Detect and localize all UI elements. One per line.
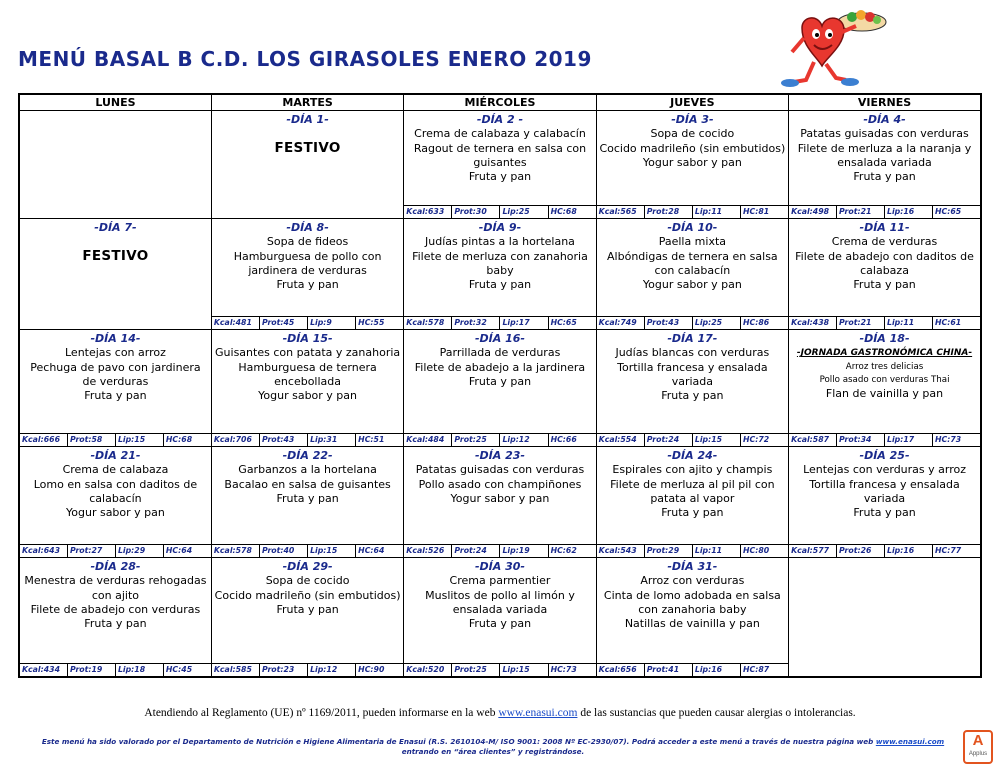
dish-item: Cinta de lomo adobada en salsa con zanahoria baby xyxy=(603,588,781,616)
nutrition-info xyxy=(20,663,211,676)
applus-logo-symbol: A xyxy=(972,732,984,749)
dish-item: Lentejas con verduras y arroz xyxy=(803,463,966,477)
day-cell xyxy=(596,111,788,219)
day-label: -DÍA 4- xyxy=(863,113,906,126)
nutrition-footer xyxy=(28,737,958,757)
dish-item: Fruta y pan xyxy=(276,602,339,616)
dish-item: Filete de abadejo a la jardinera xyxy=(414,360,586,374)
weekly-menu-table xyxy=(18,93,982,678)
dish-item: Arroz con verduras xyxy=(640,574,745,588)
day-cell xyxy=(211,330,403,447)
dish-item: Fruta y pan xyxy=(853,170,916,184)
nutrition-info xyxy=(20,544,211,557)
protein-value: Prot:24 xyxy=(452,545,500,557)
dish-item: Filete de abadejo con verduras xyxy=(30,602,201,616)
header-miercoles: MIÉRCOLES xyxy=(404,94,596,111)
lipid-value: Lip:31 xyxy=(308,434,356,446)
protein-value: Prot:21 xyxy=(837,206,885,218)
carbs-value: HC:73 xyxy=(935,435,962,444)
day-label: -DÍA 15- xyxy=(282,332,333,345)
dish-item: Fruta y pan xyxy=(84,389,147,403)
nutrition-info xyxy=(597,544,788,557)
day-cell xyxy=(596,447,788,558)
nutrition-info xyxy=(597,663,788,676)
carbs-value: HC:64 xyxy=(165,546,193,555)
dish-item: Lomo en salsa con daditos de calabacín xyxy=(33,477,198,505)
kcal-value: Kcal:481 xyxy=(212,317,260,329)
dish-item: Crema de calabaza xyxy=(62,463,169,477)
protein-value: Prot:26 xyxy=(837,545,885,557)
kcal-value: Kcal:666 xyxy=(20,434,68,446)
protein-value: Prot:32 xyxy=(452,317,500,329)
day-label: -DÍA 18- xyxy=(859,332,910,345)
protein-value: Prot:43 xyxy=(645,317,693,329)
carbs-value: HC:80 xyxy=(742,546,770,555)
dish-item: Fruta y pan xyxy=(468,374,532,388)
dish-item: Pechuga de pavo con jardinera de verduras xyxy=(30,360,201,388)
day-cell xyxy=(404,447,596,558)
carbs-value: HC:90 xyxy=(358,665,385,674)
festivo-label: FESTIVO xyxy=(82,248,149,265)
day-label: -DÍA 11- xyxy=(859,221,910,234)
lipid-value: Lip:15 xyxy=(693,434,741,446)
dish-item: Hamburguesa de pollo con jardinera de verduras xyxy=(233,249,382,277)
carbs-value: HC:77 xyxy=(935,546,962,555)
lipid-value: Lip:17 xyxy=(885,434,933,446)
footer-text-end: entrando en “área clientes” y registrándose. xyxy=(401,747,585,756)
carbs-value: HC:45 xyxy=(165,665,193,674)
dish-item: Fruta y pan xyxy=(661,506,724,520)
day-cell xyxy=(596,330,788,447)
dish-item: Albóndigas de ternera en salsa con calabacín xyxy=(607,249,778,277)
day-cell xyxy=(19,558,211,678)
lipid-value: Lip:15 xyxy=(116,434,164,446)
lipid-value: Lip:18 xyxy=(116,664,164,676)
day-label: -DÍA 10- xyxy=(667,221,718,234)
protein-value: Prot:43 xyxy=(260,434,308,446)
lipid-value: Lip:25 xyxy=(693,317,741,329)
day-cell xyxy=(596,558,788,678)
kcal-value: Kcal:585 xyxy=(212,664,260,676)
week-row xyxy=(19,111,981,219)
day-label: -DÍA 31- xyxy=(667,560,718,573)
dish-item: Flan de vainilla y pan xyxy=(825,386,944,400)
footer-text: Este menú ha sido valorado por el Departamento de Nutrición e Higiene Alimentaria de Enasui (R.S. 2610104-M/ ISO 9001: 2008 Nº EC-2930/07). Podrá acceder a este menú a través de nuestra página web xyxy=(41,737,876,746)
dish-item: Judías pintas a la hortelana xyxy=(425,235,575,249)
applus-logo-label: Applus xyxy=(968,751,988,757)
kcal-value: Kcal:578 xyxy=(212,545,260,557)
dish-item: Paella mixta xyxy=(658,235,727,249)
dish-item: Fruta y pan xyxy=(853,506,916,520)
special-event-label: -JORNADA GASTRONÓMICA CHINA- xyxy=(796,348,973,359)
header-martes: MARTES xyxy=(211,94,403,111)
kcal-value: Kcal:484 xyxy=(404,434,452,446)
dish-item: Espirales con ajito y champis xyxy=(612,463,773,477)
kcal-value: Kcal:578 xyxy=(404,317,452,329)
day-cell xyxy=(211,558,403,678)
nutrition-info xyxy=(597,316,788,329)
carbs-value: HC:86 xyxy=(742,318,770,327)
dish-item: Garbanzos a la hortelana xyxy=(238,463,377,477)
lipid-value: Lip:16 xyxy=(693,664,741,676)
carbs-value: HC:65 xyxy=(550,318,577,327)
carbs-value: HC:65 xyxy=(935,207,962,216)
carbs-value: HC:68 xyxy=(165,435,193,444)
lipid-value: Lip:12 xyxy=(500,434,548,446)
kcal-value: Kcal:498 xyxy=(789,206,837,218)
day-cell xyxy=(211,447,403,558)
day-cell xyxy=(211,111,403,219)
dish-item: Muslitos de pollo al limón y ensalada variada xyxy=(425,588,575,616)
kcal-value: Kcal:749 xyxy=(597,317,645,329)
dish-item: Sopa de cocido xyxy=(265,574,350,588)
carbs-value: HC:51 xyxy=(358,435,385,444)
dish-item: Patatas guisadas con verduras xyxy=(415,463,585,477)
kcal-value: Kcal:520 xyxy=(404,664,452,676)
nutrition-info xyxy=(404,205,595,218)
protein-value: Prot:30 xyxy=(452,206,500,218)
week-row xyxy=(19,447,981,558)
protein-value: Prot:21 xyxy=(837,317,885,329)
dish-item: Crema parmentier xyxy=(449,574,551,588)
dish-item: Judías blancas con verduras xyxy=(615,346,770,360)
kcal-value: Kcal:526 xyxy=(404,545,452,557)
carbs-value: HC:66 xyxy=(550,435,577,444)
protein-value: Prot:24 xyxy=(645,434,693,446)
dish-item: Arroz tres delicias xyxy=(845,361,924,372)
protein-value: Prot:40 xyxy=(260,545,308,557)
dish-item: Pollo asado con champiñones xyxy=(418,477,582,491)
carbs-value: HC:68 xyxy=(550,207,577,216)
dish-item: Sopa de cocido xyxy=(650,127,735,141)
allergen-note-link[interactable]: www.enasui.com xyxy=(498,707,578,719)
lipid-value: Lip:16 xyxy=(885,545,933,557)
day-label: -DÍA 16- xyxy=(474,332,525,345)
day-label: -DÍA 25- xyxy=(859,449,910,462)
dish-item: Bacalao en salsa de guisantes xyxy=(224,477,391,491)
carbs-value: HC:55 xyxy=(358,318,385,327)
allergen-note-text-end: de las sustancias que pueden causar alergias o intolerancias. xyxy=(577,707,856,719)
carbs-value: HC:62 xyxy=(550,546,577,555)
nutrition-info xyxy=(597,433,788,446)
header-viernes: VIERNES xyxy=(789,94,981,111)
dish-item: Crema de verduras xyxy=(831,235,938,249)
dish-item: Fruta y pan xyxy=(276,491,339,505)
day-cell xyxy=(404,111,596,219)
kcal-value: Kcal:643 xyxy=(20,545,68,557)
day-cell xyxy=(596,219,788,330)
day-cell xyxy=(789,219,981,330)
lipid-value: Lip:17 xyxy=(500,317,548,329)
dish-item: Lentejas con arroz xyxy=(65,346,166,360)
carbs-value: HC:64 xyxy=(358,546,385,555)
dish-item: Fruta y pan xyxy=(468,170,532,184)
footer-link[interactable]: www.enasui.com xyxy=(875,737,945,746)
carbs-value: HC:87 xyxy=(742,665,770,674)
dish-item: Filete de abadejo con daditos de calabaza xyxy=(795,249,974,277)
day-cell xyxy=(19,330,211,447)
dish-item: Yogur sabor y pan xyxy=(642,155,742,169)
nutrition-info xyxy=(212,433,403,446)
lipid-value: Lip:12 xyxy=(308,664,356,676)
kcal-value: Kcal:554 xyxy=(597,434,645,446)
dish-item: Cocido madrileño (sin embutidos) xyxy=(214,588,401,602)
kcal-value: Kcal:656 xyxy=(597,664,645,676)
day-cell xyxy=(404,330,596,447)
carbs-value: HC:73 xyxy=(550,665,577,674)
protein-value: Prot:41 xyxy=(645,664,693,676)
dish-item: Fruta y pan xyxy=(661,389,724,403)
day-cell xyxy=(789,330,981,447)
day-label: -DÍA 8- xyxy=(286,221,329,234)
day-label: -DÍA 23- xyxy=(474,449,525,462)
dish-item: Filete de merluza con zanahoria baby xyxy=(412,249,588,277)
header-lunes: LUNES xyxy=(19,94,211,111)
protein-value: Prot:45 xyxy=(260,317,308,329)
day-label: -DÍA 3- xyxy=(671,113,714,126)
nutrition-info xyxy=(212,544,403,557)
day-cell xyxy=(404,558,596,678)
day-cell xyxy=(404,219,596,330)
day-label: -DÍA 14- xyxy=(90,332,141,345)
kcal-value: Kcal:577 xyxy=(789,545,837,557)
lipid-value: Lip:11 xyxy=(693,545,741,557)
protein-value: Prot:58 xyxy=(68,434,116,446)
dish-item: Hamburguesa de ternera encebollada xyxy=(238,360,377,388)
nutrition-info xyxy=(597,205,788,218)
dish-item: Yogur sabor y pan xyxy=(450,491,550,505)
lipid-value: Lip:11 xyxy=(885,317,933,329)
protein-value: Prot:19 xyxy=(68,664,116,676)
festivo-label: FESTIVO xyxy=(274,140,341,157)
nutrition-info xyxy=(789,544,980,557)
dish-item: Fruta y pan xyxy=(468,617,532,631)
applus-logo xyxy=(963,730,993,764)
dish-item: Filete de merluza a la naranja y ensalada variada xyxy=(797,141,972,169)
day-label: -DÍA 21- xyxy=(90,449,141,462)
dish-item: Cocido madrileño (sin embutidos) xyxy=(599,141,786,155)
dish-item: Tortilla francesa y ensalada variada xyxy=(809,477,960,505)
kcal-value: Kcal:434 xyxy=(20,664,68,676)
lipid-value: Lip:9 xyxy=(308,317,356,329)
lipid-value: Lip:15 xyxy=(308,545,356,557)
protein-value: Prot:29 xyxy=(645,545,693,557)
weekday-header-row xyxy=(19,94,981,111)
dish-item: Pollo asado con verduras Thai xyxy=(819,374,950,385)
header-jueves: JUEVES xyxy=(596,94,788,111)
week-row xyxy=(19,219,981,330)
day-label: -DÍA 9- xyxy=(478,221,522,234)
allergen-note-text: Atendiendo al Reglamento (UE) nº 1169/2011, pueden informarse en la web xyxy=(144,707,499,719)
day-label: -DÍA 1- xyxy=(286,113,329,126)
kcal-value: Kcal:633 xyxy=(404,206,452,218)
kcal-value: Kcal:706 xyxy=(212,434,260,446)
day-cell xyxy=(211,219,403,330)
lipid-value: Lip:16 xyxy=(885,206,933,218)
day-cell xyxy=(19,447,211,558)
nutrition-info xyxy=(404,544,595,557)
dish-item: Yogur sabor y pan xyxy=(258,389,358,403)
dish-item: Yogur sabor y pan xyxy=(642,278,742,292)
day-cell xyxy=(789,447,981,558)
nutrition-info xyxy=(212,663,403,676)
day-cell xyxy=(19,111,211,219)
nutrition-info xyxy=(404,433,595,446)
nutrition-info xyxy=(789,433,980,446)
carbs-value: HC:72 xyxy=(742,435,770,444)
lipid-value: Lip:29 xyxy=(116,545,164,557)
lipid-value: Lip:11 xyxy=(693,206,741,218)
kcal-value: Kcal:543 xyxy=(597,545,645,557)
dish-item: Tortilla francesa y ensalada variada xyxy=(617,360,768,388)
lipid-value: Lip:19 xyxy=(500,545,548,557)
kcal-value: Kcal:565 xyxy=(597,206,645,218)
kcal-value: Kcal:587 xyxy=(789,434,837,446)
dish-item: Ragout de ternera en salsa con guisantes xyxy=(413,141,587,169)
dish-item: Menestra de verduras rehogadas con ajito xyxy=(24,574,207,602)
lipid-value: Lip:25 xyxy=(500,206,548,218)
nutrition-info xyxy=(20,433,211,446)
day-label: -DÍA 17- xyxy=(667,332,718,345)
allergen-note xyxy=(0,707,1000,719)
dish-item: Fruta y pan xyxy=(468,278,532,292)
dish-item: Sopa de fideos xyxy=(266,235,349,249)
protein-value: Prot:25 xyxy=(452,434,500,446)
dish-item: Fruta y pan xyxy=(853,278,916,292)
protein-value: Prot:25 xyxy=(452,664,500,676)
protein-value: Prot:28 xyxy=(645,206,693,218)
protein-value: Prot:23 xyxy=(260,664,308,676)
nutrition-info xyxy=(212,316,403,329)
nutrition-info xyxy=(404,663,595,676)
protein-value: Prot:27 xyxy=(68,545,116,557)
dish-item: Natillas de vainilla y pan xyxy=(624,617,760,631)
day-label: -DÍA 2 - xyxy=(476,113,524,126)
day-cell xyxy=(19,219,211,330)
day-cell xyxy=(789,558,981,678)
day-cell xyxy=(789,111,981,219)
dish-item: Fruta y pan xyxy=(276,278,339,292)
day-label: -DÍA 22- xyxy=(282,449,333,462)
lipid-value: Lip:15 xyxy=(500,664,548,676)
carbs-value: HC:81 xyxy=(742,207,770,216)
day-label: -DÍA 7- xyxy=(94,221,137,234)
nutrition-info xyxy=(404,316,595,329)
dish-item: Parrillada de verduras xyxy=(439,346,561,360)
dish-item: Fruta y pan xyxy=(84,617,147,631)
dish-item: Yogur sabor y pan xyxy=(66,506,165,520)
dish-item: Guisantes con patata y zanahoria xyxy=(215,346,401,360)
day-label: -DÍA 29- xyxy=(282,560,333,573)
dish-item: Patatas guisadas con verduras xyxy=(800,127,969,141)
day-label: -DÍA 24- xyxy=(667,449,718,462)
heart-mascot-icon xyxy=(764,8,894,90)
carbs-value: HC:61 xyxy=(935,318,962,327)
kcal-value: Kcal:438 xyxy=(789,317,837,329)
week-row xyxy=(19,330,981,447)
nutrition-info xyxy=(789,316,980,329)
day-label: -DÍA 30- xyxy=(474,560,525,573)
protein-value: Prot:34 xyxy=(837,434,885,446)
page-title: MENÚ BASAL B C.D. LOS GIRASOLES ENERO 2019 xyxy=(18,47,592,71)
dish-item: Filete de merluza al pil pil con patata al vapor xyxy=(610,477,775,505)
day-label: -DÍA 28- xyxy=(90,560,141,573)
nutrition-info xyxy=(789,205,980,218)
week-row xyxy=(19,558,981,678)
dish-item: Crema de calabaza y calabacín xyxy=(414,127,586,141)
